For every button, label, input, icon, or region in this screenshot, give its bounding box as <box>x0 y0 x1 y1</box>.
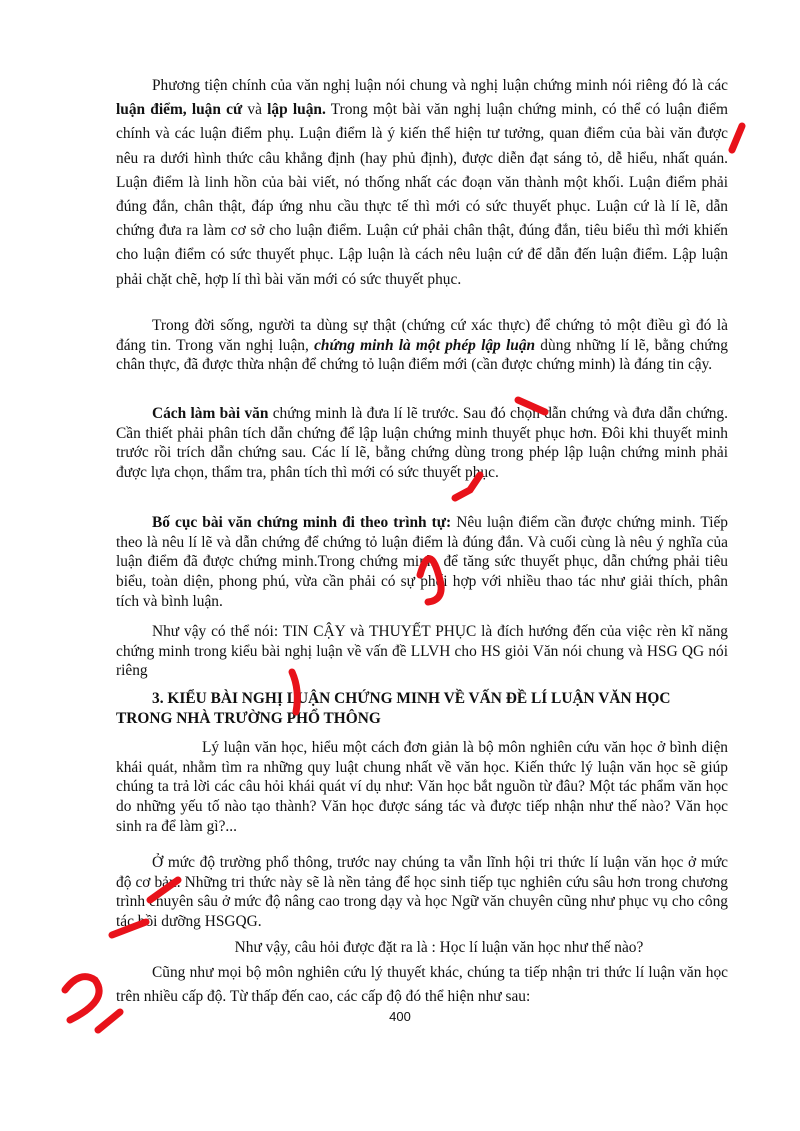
paragraph-conclusion: Như vậy có thể nói: TIN CẬY và THUYẾT PHỤC là đích hướng đến của việc rèn kĩ năng chứng minh trong kiểu bài nghị luận về vấn đề LLVH cho HS giỏi Văn nói chung và HSG QG nói riêng <box>116 623 728 680</box>
watermark-stroke-top-right <box>732 126 742 150</box>
paragraph-question: Như vậy, câu hỏi được đặt ra là : Học lí luận văn học như thế nào? <box>234 939 644 956</box>
text-run: Phương tiện chính của văn nghị luận nói chung và nghị luận chứng minh nói riêng đó là các <box>152 77 728 94</box>
text-run: và <box>242 101 268 119</box>
paragraph-means-of-argument <box>116 74 728 292</box>
text-run: dùng những lí lẽ, bằng chứng chân thực, đã được thừa nhận để chứng tỏ luận điểm mới (cần được chứng minh) là đáng tin cậy. <box>116 336 728 374</box>
text-run: Trong đời sống, người ta dùng sự thật (chứng cứ xác thực) để chứng tỏ một điều gì đó là đáng tin. Trong văn nghị luận, <box>116 317 728 354</box>
paragraph-how-to-write <box>116 404 728 483</box>
paragraph-literary-theory: Lý luận văn học, hiểu một cách đơn giản là bộ môn nghiên cứu văn học ở bình diện khái quát, nhằm tìm ra những quy luật chung nhất về văn học. Kiến thức lý luận văn học sẽ giúp chúng ta trả lời các câu hỏi khái quát ví dụ như: Văn học bắt nguồn từ đâu? Một tác phẩm văn học do những yếu tố nào tạo thành? Văn học được sáng tác và được tiếp nhận như thế nào? Văn học sinh ra để làm gì?... <box>116 739 728 835</box>
bold-term-arguments: luận điểm, luận cứ <box>116 101 243 119</box>
bold-term-structure: Bố cục bài văn chứng minh đi theo trình tự: <box>152 514 452 531</box>
paragraph-high-school-level: Ở mức độ trường phổ thông, trước nay chúng ta vẫn lĩnh hội tri thức lí luận văn học ở mức độ cơ bản. Những tri thức này sẽ là nền tảng để học sinh tiếp tục nghiên cứu sâu hơn trong chương trình chuyên sâu ở mức độ nâng cao trong dạy và học Ngữ văn chuyên cũng như phục vụ cho công tác bồi dưỡng HSGQG. <box>116 854 728 931</box>
bold-italic-term-proof: chứng minh là một phép lập luận <box>314 336 536 354</box>
text-run: Trong một bài văn nghị luận chứng minh, có thể có luận điểm chính và các luận điểm phụ. Luận điểm là ý kiến thể hiện tư tưởng, quan điểm của bài văn được nêu ra dưới hình thức câu khẳng định (hay phủ định), được diễn đạt sáng tỏ, dễ hiểu, nhất quán. Luận điểm là linh hồn của bài viết, nó thống nhất các đoạn văn thành một khối. Luận điểm phải đúng đắn, chân thật, đáp ứng nhu cầu thực tế thì mới có sức thuyết phục. Luận cứ là lí lẽ, dẫn chứng đưa ra làm cơ sở cho luận điểm. Luận cứ phải chân thật, đúng đắn, tiêu biểu thì mới khiến cho luận điểm có sức thuyết phục. Lập luận là cách nêu luận cứ để dẫn đến luận điểm. Lập luận phải chặt chẽ, hợp lí thì bài văn mới có sức thuyết phục. <box>116 101 728 288</box>
page-number: 400 <box>389 1009 411 1024</box>
paragraph-levels: Cũng như mọi bộ môn nghiên cứu lý thuyết khác, chúng ta tiếp nhận tri thức lí luận văn học trên nhiều cấp độ. Từ thấp đến cao, các cấp độ đó thể hiện như sau: <box>116 964 728 1006</box>
text-run: chứng minh là đưa lí lẽ trước. Sau đó chọn dẫn chứng và đưa dẫn chứng. Cần thiết phải phân tích dẫn chứng để lập luận chứng minh thuyết phục hơn. Đôi khi thuyết minh trước rồi trích dẫn chứng sau. Các lí lẽ, bằng chứng dùng trong phép lập luận chứng minh phải được lựa chọn, thẩm tra, phân tích thì mới có sức thuyết phục. <box>116 405 728 482</box>
paragraph-proof-definition <box>116 316 728 375</box>
bold-term-reasoning: lập luận. <box>267 101 326 119</box>
paragraph-structure <box>116 513 728 612</box>
section-heading: 3. KIỂU BÀI NGHỊ LUẬN CHỨNG MINH VỀ VẤN ĐỀ LÍ LUẬN VĂN HỌC TRONG NHÀ TRƯỜNG PHỔ THÔNG <box>116 690 671 727</box>
text-run: Nêu luận điểm cần được chứng minh. Tiếp theo là nêu lí lẽ và dẫn chứng để chứng tỏ luận điểm là đúng đắn. Và cuối cùng là nêu ý nghĩa của luận điểm đã được chứng minh.Trong chứng minh, để tăng sức thuyết phục, dẫn chứng phải tiêu biểu, toàn diện, phong phú, vừa cần phải có sự phối hợp với nhiều thao tác như giải thích, phân tích và bình luận. <box>116 514 729 610</box>
bold-term-method: Cách làm bài văn <box>152 405 269 422</box>
